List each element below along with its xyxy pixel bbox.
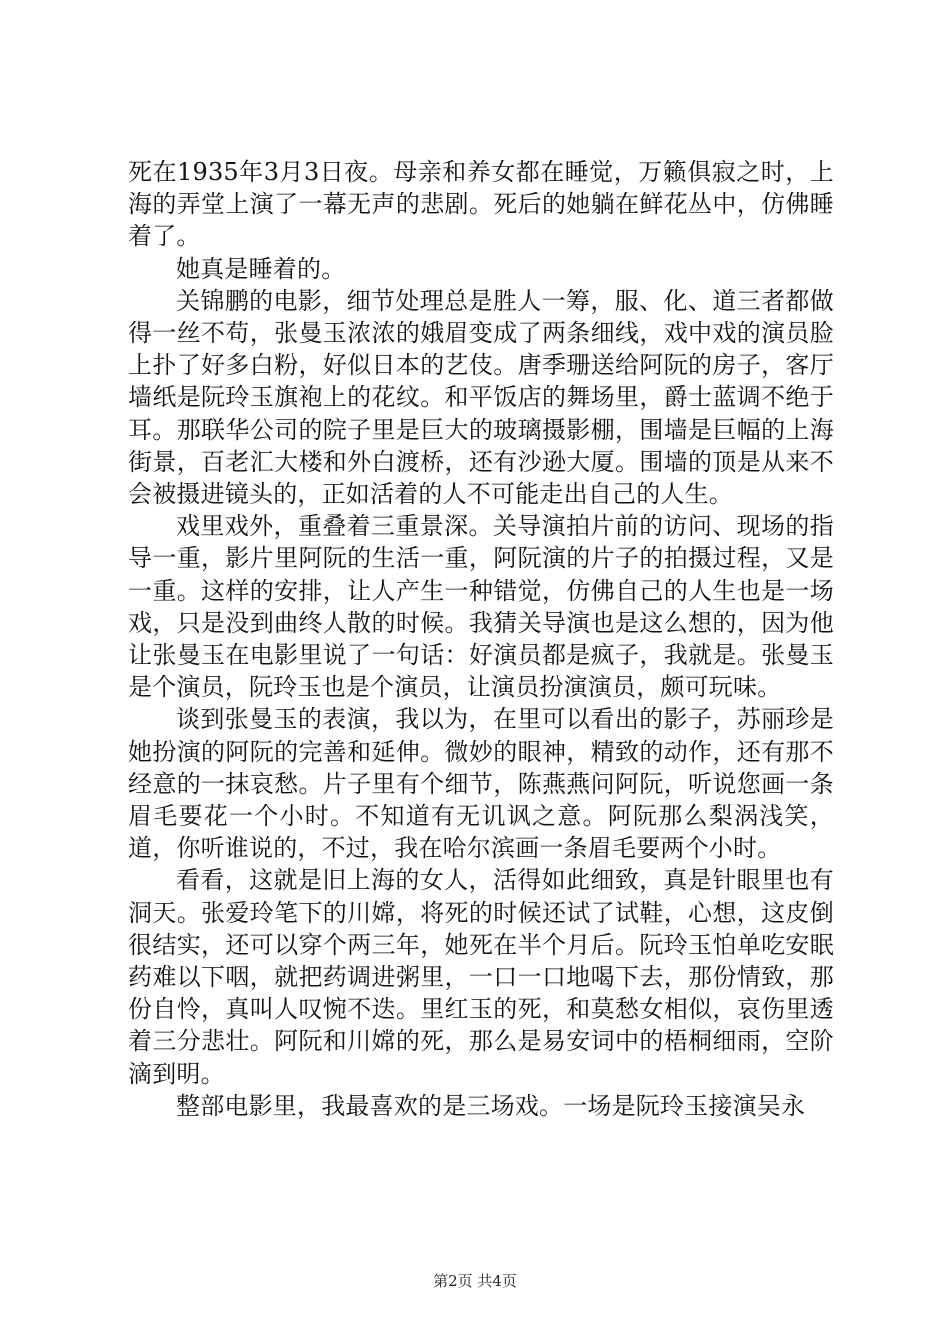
page-number-footer: 第2页 共4页 [433, 1272, 517, 1290]
paragraph-2: 她真是睡着的。 [176, 254, 346, 283]
document-body [128, 156, 834, 1122]
paragraph-7: 整部电影里，我最喜欢的是三场戏。一场是阮玲玉接演吴永 [176, 1091, 806, 1120]
paragraph-4: 戏里戏外，重叠着三重景深。关导演拍片前的访问、现场的指导一重，影片里阿阮的生活一重，阿阮演的片子的拍摄过程，又是一重。这样的安排，让人产生一种错觉，仿佛自己的人生也是一场戏，只是没到曲终人散的时候。我猜关导演也是这么想的，因为他让张曼玉在电影里说了一句话：好演员都是疯子，我就是。张曼玉是个演员，阮玲玉也是个演员，让演员扮演演员，颇可玩味。 [128, 512, 834, 702]
paragraph-3: 关锦鹏的电影，细节处理总是胜人一筹，服、化、道三者都做得一丝不苟，张曼玉浓浓的娥眉变成了两条细线，戏中戏的演员脸上扑了好多白粉，好似日本的艺伎。唐季珊送给阿阮的房子，客厅墙纸是阮玲玉旗袍上的花纹。和平饭店的舞场里，爵士蓝调不绝于耳。那联华公司的院子里是巨大的玻璃摄影棚，围墙是巨幅的上海街景，百老汇大楼和外白渡桥，还有沙逊大厦。围墙的顶是从来不会被摄进镜头的，正如活着的人不可能走出自己的人生。 [128, 286, 834, 509]
paragraph-5: 谈到张曼玉的表演，我以为，在里可以看出的影子，苏丽珍是她扮演的阿阮的完善和延伸。微妙的眼神，精致的动作，还有那不经意的一抹哀愁。片子里有个细节，陈燕燕问阿阮，听说您画一条眉毛要花一个小时。不知道有无讥讽之意。阿阮那么梨涡浅笑，道，你听谁说的，不过，我在哈尔滨画一条眉毛要两个小时。 [128, 705, 834, 863]
paragraph-1: 死在1935年3月3日夜。母亲和养女都在睡觉，万籁俱寂之时，上海的弄堂上演了一幕无声的悲剧。死后的她躺在鲜花丛中，仿佛睡着了。 [128, 158, 834, 251]
paragraph-6: 看看，这就是旧上海的女人，活得如此细致，真是针眼里也有洞天。张爱玲笔下的川嫦，将死的时候还试了试鞋，心想，这皮倒很结实，还可以穿个两三年，她死在半个月后。阮玲玉怕单吃安眠药难以下咽，就把药调进粥里，一口一口地喝下去，那份情致，那份自怜，真叫人叹惋不迭。里红玉的死，和莫愁女相似，哀伤里透着三分悲壮。阿阮和川嫦的死，那么是易安词中的梧桐细雨，空阶滴到明。 [128, 866, 834, 1088]
